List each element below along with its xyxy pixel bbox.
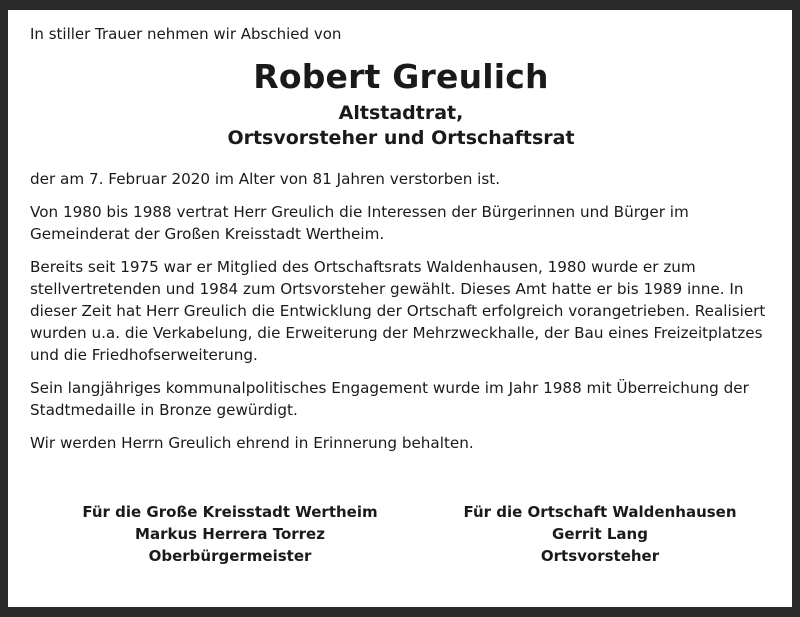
role-line: Altstadtrat, bbox=[338, 102, 464, 124]
paragraph-death-date: der am 7. Februar 2020 im Alter von 81 Jahren verstorben ist. bbox=[30, 170, 501, 188]
signature-village bbox=[410, 501, 790, 567]
paragraph-closing: Wir werden Herrn Greulich ehrend in Erinnerung behalten. bbox=[30, 434, 474, 452]
signature-person: Markus Herrera Torrez bbox=[135, 525, 325, 543]
roles-block bbox=[30, 101, 772, 151]
paragraph-medal: Sein langjähriges kommunalpolitisches Engagement wurde im Jahr 1988 mit Überreichung der Stadtmedaille in Bronze gewürdigt. bbox=[30, 379, 749, 419]
signature-title: Oberbürgermeister bbox=[148, 547, 312, 565]
signature-organization: Für die Ortschaft Waldenhausen bbox=[463, 503, 737, 521]
deceased-name: Robert Greulich bbox=[253, 57, 549, 96]
obituary-notice bbox=[30, 23, 772, 465]
notice-body bbox=[30, 168, 772, 454]
signature-city bbox=[30, 501, 430, 567]
signature-person: Gerrit Lang bbox=[552, 525, 648, 543]
paragraph-local-council: Bereits seit 1975 war er Mitglied des Ortschaftsrats Waldenhausen, 1980 wurde er zum stellvertretenden und 1984 zum Ortsvorsteher gewählt. Dieses Amt hatte er bis 1989 inne. In dieser Zeit hat Herr Greulich die Entwicklung der Ortschaft erfolgreich vorangetrieben. Realisiert wurden u.a. die Verkabelung, die Erweiterung der Mehrzweckhalle, der Bau eines Freizeitplatzes und die Friedhofserweiterung. bbox=[30, 258, 766, 364]
intro-line: In stiller Trauer nehmen wir Abschied von bbox=[30, 25, 342, 43]
signature-organization: Für die Große Kreisstadt Wertheim bbox=[82, 503, 378, 521]
paragraph-city-council: Von 1980 bis 1988 vertrat Herr Greulich die Interessen der Bürgerinnen und Bürger im Gemeinderat der Großen Kreisstadt Wertheim. bbox=[30, 203, 689, 243]
signature-title: Ortsvorsteher bbox=[540, 547, 660, 565]
role-line: Ortsvorsteher und Ortschaftsrat bbox=[227, 127, 575, 149]
